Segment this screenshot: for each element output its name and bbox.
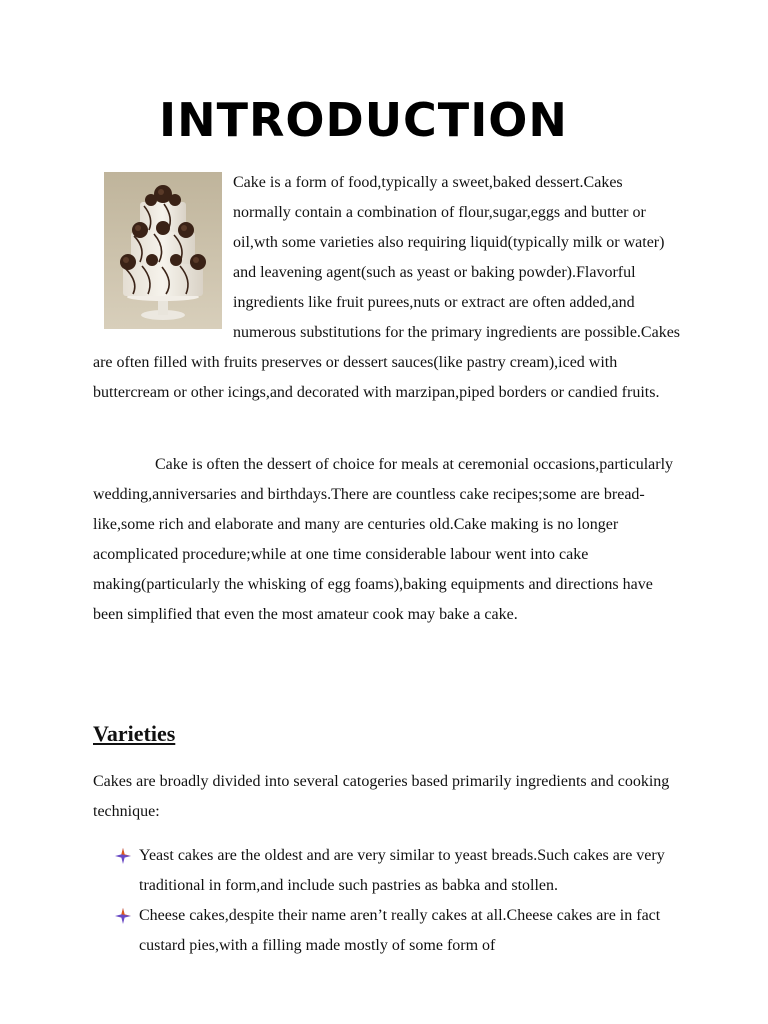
list-item xyxy=(93,901,693,961)
page-title: INTRODUCTION xyxy=(159,93,568,147)
varieties-intro-paragraph: Cakes are broadly divided into several catogeries based primarily ingredients and cooking technique: xyxy=(93,773,670,820)
varieties-list xyxy=(93,841,693,961)
varieties-heading: Varieties xyxy=(93,721,176,746)
four-point-star-bullet-icon xyxy=(115,848,131,864)
intro-paragraph xyxy=(93,168,683,408)
list-item-text: Cheese cakes,despite their name aren’t really cakes at all.Cheese cakes are in fact custard pies,with a filling made mostly of some form of xyxy=(139,907,661,954)
ceremonial-paragraph: Cake is often the dessert of choice for meals at ceremonial occasions,particularly wedding,anniversaries and birthdays.There are countless cake recipes;some are bread-like,some rich and elaborate and many are centuries old.Cake making is no longer acomplicated procedure;while at one time considerable labour went into cake making(particularly the whisking of egg foams),baking equipments and directions have been simplified that even the most amateur cook may bake a cake. xyxy=(93,456,674,623)
four-point-star-bullet-icon xyxy=(115,908,131,924)
list-item xyxy=(93,841,693,901)
list-item-text: Yeast cakes are the oldest and are very similar to yeast breads.Such cakes are very traditional in form,and include such pastries as babka and stollen. xyxy=(139,847,665,894)
intro-paragraph-text: Cake is a form of food,typically a sweet,baked dessert.Cakes normally contain a combination of flour,sugar,eggs and butter or oil,wth some varieties also requiring liquid(typically milk or water) and leavening agent(such as yeast or baking powder).Flavorful ingredients like fruit purees,nuts or extract are often added,and numerous substitutions for the primary ingredients are possible.Cakes are often filled with fruits preserves or dessert sauces(like pastry cream),iced with buttercream or other icings,and decorated with marzipan,piped borders or candied fruits. xyxy=(93,174,681,401)
